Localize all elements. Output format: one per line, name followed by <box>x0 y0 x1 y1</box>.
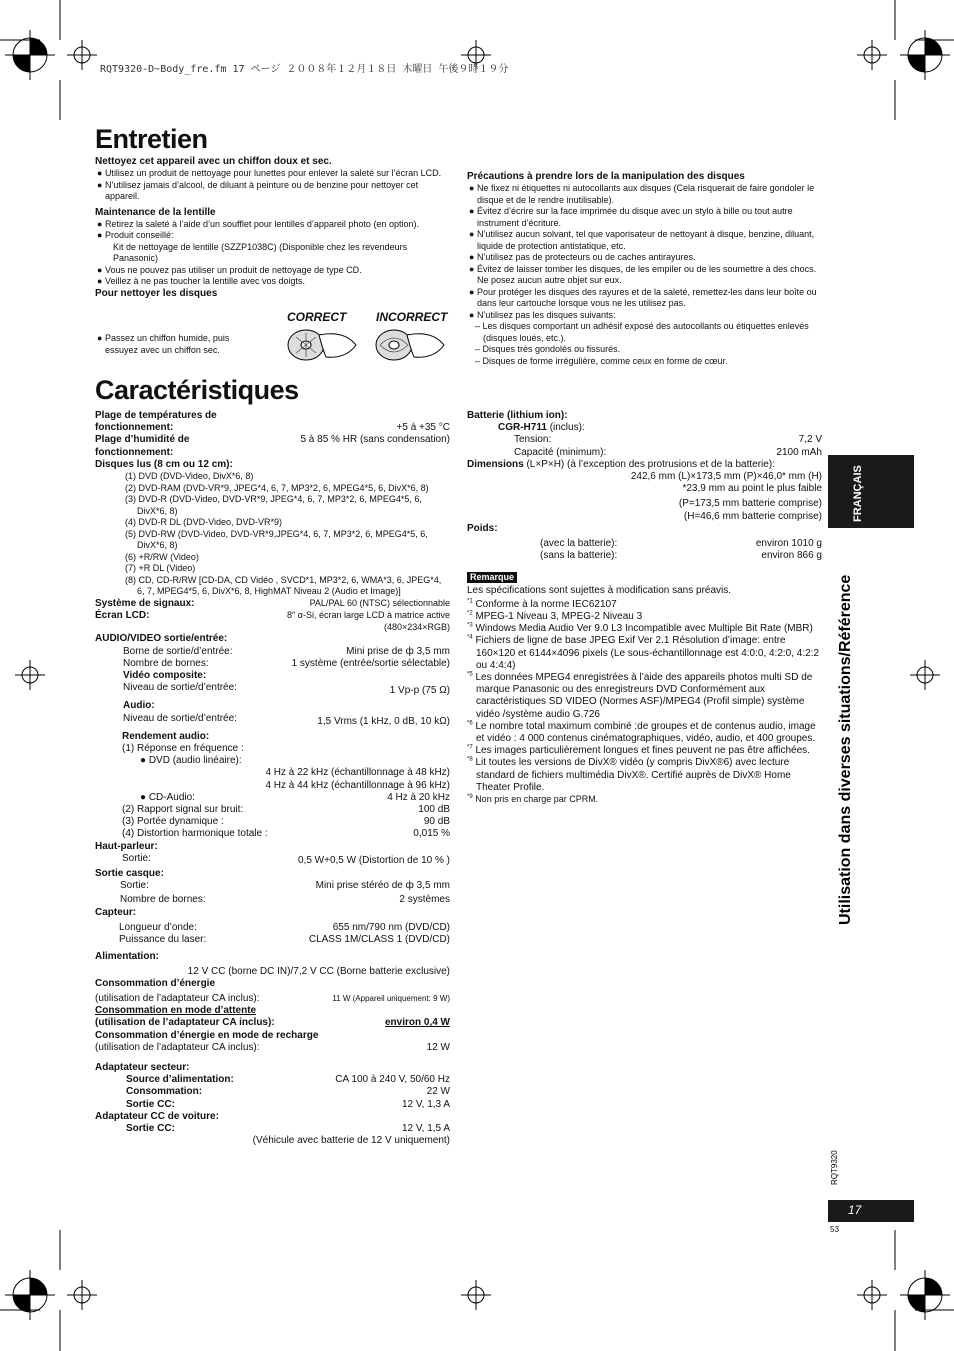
page-number: 17 <box>848 1203 862 1217</box>
disc-item: (3) DVD-R (DVD-Video, DVD-VR*9, JPEG*4, 6, 7, MP3*2, 6, MPEG4*5, 6, DivX*6, 8) <box>125 494 422 516</box>
car-row-value: 12 V, 1,5 A <box>401 1122 450 1134</box>
video-row-label: Niveau de sortie/d’entrée: <box>123 682 237 694</box>
av-row-value: Mini prise de ф 3,5 mm <box>346 645 450 657</box>
entretien-bullet-1: ● Utilisez un produit de nettoyage pour lunettes pour enlever la saleté sur l’écran LCD. <box>97 168 442 179</box>
file-header-line: RQT9320-D~Body_fre.fm 17 ページ ２００８年１２月１８日 木曜日 午後９時１９分 <box>100 64 509 75</box>
dimensions-h: (H=46,6 mm batterie comprise) <box>683 510 822 522</box>
temp-label: Plage de températures de fonctionnement: <box>95 410 217 434</box>
dvd-value: 4 Hz à 22 kHz (échantillonnage à 48 kHz) <box>265 767 450 779</box>
casque-row-value: 2 systèmes <box>399 894 450 906</box>
entretien-title: Entretien <box>95 124 208 154</box>
lens-bullet-2: ● Produit conseillé: <box>97 230 174 241</box>
capteur-row-value: CLASS 1M/CLASS 1 (DVD/CD) <box>308 934 450 946</box>
discs-clean-bullet: ● Passez un chiffon humide, puis essuyez avec un chiffon sec. <box>97 333 230 355</box>
adapt-row-value: 12 V, 1,3 A <box>401 1098 450 1110</box>
incorrect-disc-illustration <box>372 325 447 370</box>
lens-bullet-3: ● Vous ne pouvez pas utiliser un produit de nettoyage de type CD. <box>97 264 362 275</box>
attente-row-label: (utilisation de l’adaptateur CA inclus): <box>95 1017 275 1029</box>
battery-row-value: 2100 mAh <box>776 446 822 458</box>
car-row-label: Sortie CC: <box>126 1122 175 1134</box>
svg-text:FRANÇAIS: FRANÇAIS <box>852 465 864 522</box>
signal-label: Système de signaux: <box>95 597 195 609</box>
attente-label: Consommation en mode d’attente <box>95 1005 257 1017</box>
entretien-section <box>95 156 445 300</box>
precaution-dash: – Disques très gondolés ou fissurés. <box>475 344 621 355</box>
poids-row-label: (avec la batterie): <box>540 538 618 550</box>
lens-kit: Kit de nettoyage de lentille (SZZP1038C) (Disponible chez les revendeurs Panasonic) <box>113 241 408 264</box>
recharge-row-value: 12 W <box>426 1041 450 1053</box>
precautions-heading: Précautions à prendre lors de la manipulation des disques <box>467 171 745 182</box>
casque-row-value: Mini prise stéréo de ф 3,5 mm <box>315 880 450 892</box>
adapt-row-label: Consommation: <box>126 1086 203 1098</box>
attente-row-value: environ 0,4 W <box>384 1017 450 1029</box>
capteur-row-label: Longueur d’onde: <box>119 921 197 933</box>
battery-label: Batterie (lithium ion): <box>467 410 568 421</box>
footnote: $^{*7}$ Les images particulièrement longues et fines peuvent ne pas être affichées. <box>467 744 810 757</box>
adapt-label: Adaptateur secteur: <box>95 1061 190 1073</box>
footnote: $^{*1}$ Conforme à la norme IEC62107 <box>467 598 617 610</box>
disc-item: (2) DVD-RAM (DVD-VR*9, JPEG*4, 6, 7, MP3*2, 6, MPEG4*5, 6, DivX*6, 8) <box>125 482 429 493</box>
dvd-value: 4 Hz à 44 kHz (échantillonnage à 96 kHz) <box>265 779 450 791</box>
discs-clean-heading: Pour nettoyer les disques <box>95 287 218 299</box>
dimensions-p: (P=173,5 mm batterie comprise) <box>678 498 822 510</box>
car-note: (Véhicule avec batterie de 12 V uniquement) <box>252 1135 450 1147</box>
precaution-item: ● N’utilisez aucun solvant, tel que vaporisateur de nettoyant à disque, benzine, diluant, liquide de protection antistatique, etc. <box>469 229 815 251</box>
perf-value: 90 dB <box>423 816 450 828</box>
temp-value: +5 à +35 °C <box>396 422 450 434</box>
disc-item: (7) +R DL (Video) <box>125 563 196 574</box>
casque-label: Sortie casque: <box>95 868 164 880</box>
sub-page-number: 53 <box>830 1225 839 1234</box>
signal-value: PAL/PAL 60 (NTSC) sélectionnable <box>309 597 450 608</box>
car-adapter-label: Adaptateur CC de voiture: <box>95 1110 219 1122</box>
lens-bullet-1: ● Retirez la saleté à l’aide d’un soufflet pour lentilles d’appareil photo (en option). <box>97 218 419 229</box>
correct-disc-illustration <box>284 325 359 370</box>
adapt-row-label: Source d’alimentation: <box>126 1074 234 1086</box>
footnote: $^{*5}$ Les données MPEG4 enregistrées à l’aide des appareils photos multi SD de marque Panasonic ou des enregistreurs DVD Conformément aux caractéristiques SD VIDEO (Normes ASF)/MPEG4 (Profil simple) système vidéo /système audio G.726 <box>467 671 813 720</box>
disc-item: (8) CD, CD-R/RW [CD-DA, CD Vidéo , SVCD*1, MP3*2, 6, WMA*3, 6, JPEG*4, 6, 7, MPEG4*5, 6, DivX*6, 8, HighMAT Niveau 2 (Audio et Image)] <box>125 574 442 597</box>
cd-audio-value: 4 Hz à 20 kHz <box>387 791 450 803</box>
av-row-value: 1 système (entrée/sortie sélectable) <box>291 657 450 669</box>
poids-row-value: environ 866 g <box>761 550 822 562</box>
recharge-label: Consommation d’énergie en mode de recharge <box>95 1029 319 1041</box>
freq-label: (1) Réponse en fréquence : <box>122 743 244 755</box>
video-row-value: 1 Vp-p (75 Ω) <box>389 685 450 697</box>
rqt-code <box>828 1145 840 1187</box>
section-vertical-title <box>830 530 858 930</box>
disc-item: (5) DVD-RW (DVD-Video, DVD-VR*9,JPEG*4, 6, 7, MP3*2, 6, MPEG4*5, 6, DivX*6, 8) <box>125 528 428 551</box>
perf-value: 100 dB <box>418 804 450 816</box>
hp-row-label: Sortie: <box>122 852 151 864</box>
conso-label: Consommation d’énergie <box>95 977 216 989</box>
correct-label: CORRECT <box>287 310 347 324</box>
perf-label: (2) Rapport signal sur bruit: <box>122 804 244 816</box>
precaution-dash: – Les disques comportant un adhésif exposé des autocollants ou étiquettes enlevés (disques loués, etc.). <box>475 321 809 343</box>
precaution-item: ● N’utilisez pas les disques suivants: <box>469 309 616 320</box>
perf-label: (3) Portée dynamique : <box>122 816 224 828</box>
entretien-lead: Nettoyez cet appareil avec un chiffon doux et sec. <box>95 156 332 167</box>
capteur-label: Capteur: <box>95 906 137 918</box>
footnote: $^{*3}$ Windows Media Audio Ver 9.0 L3 Incompatible avec Multiple Bit Rate (MBR) <box>467 622 813 635</box>
humidity-value: 5 à 85 % HR (sans condensation) <box>300 434 450 446</box>
page-number-box <box>828 1200 914 1222</box>
footnote: $^{*9}$ Non pris en charge par CPRM. <box>467 794 599 805</box>
adapt-row-label: Sortie CC: <box>126 1098 175 1110</box>
capteur-row-value: 655 nm/790 nm (DVD/CD) <box>332 921 450 933</box>
footnote: $^{*4}$ Fichiers de ligne de base JPEG Exif Ver 2.1 Résolution d’image: entre 160×120 et 6144×4096 pixels (Le sous-échantillonnage est 4:0:0, 4:2:0, 4:2:2 ou 4:4:4) <box>467 635 820 671</box>
audio-row-label: Niveau de sortie/d’entrée: <box>123 712 237 724</box>
perf-value: 0,015 % <box>413 828 450 840</box>
poids-label: Poids: <box>467 522 498 534</box>
poids-row-label: (sans la batterie): <box>540 550 618 562</box>
conso-row-label: (utilisation de l’adaptateur CA inclus): <box>95 992 260 1004</box>
lcd-value-2: (480×234×RGB) <box>383 621 450 632</box>
battery-row-value: 7,2 V <box>798 434 822 446</box>
capteur-row-label: Puissance du laser: <box>119 934 207 946</box>
footnote: $^{*8}$ Lit toutes les versions de DivX® vidéo (y compris DivX®6) avec lecture standard de fichiers multimédia DivX®. Certifié auprès de DivX® Home Theater Profile. <box>467 757 791 793</box>
precautions-section <box>467 171 823 367</box>
notice-text: Les spécifications sont sujettes à modification sans préavis. <box>467 584 732 596</box>
adapt-row-value: CA 100 à 240 V, 50/60 Hz <box>335 1074 450 1086</box>
disc-item: (4) DVD-R DL (DVD-Video, DVD-VR*9) <box>125 517 283 528</box>
specs-left-column <box>95 410 450 1147</box>
adapt-row-value: 22 W <box>426 1086 450 1098</box>
precaution-item: ● Évitez d’écrire sur la face imprimée du disque avec un stylo à bille ou tout autre instrument d’écriture. <box>469 206 793 228</box>
precaution-item: ● N’utilisez pas de protecteurs ou de caches antirayures. <box>469 252 696 263</box>
rendement-label: Rendement audio: <box>122 730 210 742</box>
humidity-label: Plage d’humidité de fonctionnement: <box>95 434 190 458</box>
precaution-item: ● Évitez de laisser tomber les disques, de les empiler ou de les soumettre à des chocs. Ne posez aucun autre objet sur eux. <box>469 263 817 286</box>
precaution-item: ● Ne fixez ni étiquettes ni autocollants aux disques (Cela risquerait de faire gondoler le disque et de le rendre inutilisable). <box>469 183 815 205</box>
conso-row-value: 11 W (Appareil uniquement: 9 W) <box>332 993 450 1003</box>
battery-row-label: Capacité (minimum): <box>514 446 607 458</box>
footnotes <box>467 599 822 806</box>
alim-value: 12 V CC (borne DC IN)/7,2 V CC (Borne batterie exclusive) <box>187 965 450 977</box>
battery-model-line: CGR-H711 (inclus): <box>498 422 585 434</box>
av-row-label: Nombre de bornes: <box>123 657 209 669</box>
language-tab-label <box>850 464 864 522</box>
casque-row-label: Sortie: <box>120 880 149 892</box>
av-row-label: Borne de sortie/d’entrée: <box>123 645 233 657</box>
entretien-bullet-2: ● N’utilisez jamais d’alcool, de diluant à peinture ou de benzine pour nettoyer cet appareil. <box>97 179 419 202</box>
av-label: AUDIO/VIDEO sortie/entrée: <box>95 633 228 645</box>
lcd-label: Écran LCD: <box>95 609 150 621</box>
lcd-value: 8″ α-Si, écran large LCD à matrice active <box>287 609 450 620</box>
caracteristiques-title: Caractéristiques <box>95 375 299 405</box>
discs-label: Disques lus (8 cm ou 12 cm): <box>95 458 233 470</box>
poids-row-value: environ 1010 g <box>755 538 822 550</box>
lens-bullet-4: ● Veillez à ne pas toucher la lentille avec vos doigts. <box>97 276 306 287</box>
specs-right-column <box>467 410 822 806</box>
remarque-badge: Remarque <box>467 572 517 583</box>
footnote: $^{*2}$ MPEG-1 Niveau 3, MPEG-2 Niveau 3 <box>467 610 643 623</box>
precaution-dash: – Disques de forme irrégulière, comme ceux en forme de cœur. <box>475 355 728 366</box>
casque-row-label: Nombre de bornes: <box>120 894 206 906</box>
incorrect-label: INCORRECT <box>376 310 448 324</box>
hp-row-value: 0,5 W+0,5 W (Distortion de 10 % ) <box>297 854 450 866</box>
dimensions-line: Dimensions (L×P×H) (à l’exception des protrusions et de la batterie): <box>467 458 775 470</box>
language-tab <box>828 455 914 528</box>
audio-label: Audio: <box>123 700 155 712</box>
video-composite-label: Vidéo composite: <box>123 670 207 682</box>
dimensions-note: *23,9 mm au point le plus faible <box>682 483 822 495</box>
alim-label: Alimentation: <box>95 951 159 963</box>
disc-item: (1) DVD (DVD-Video, DivX*6, 8) <box>125 471 254 482</box>
precaution-item: ● Pour protéger les disques des rayures et de la saleté, remettez-les dans leur boîte ou dans leur cartouche lorsque vous ne les utilisez pas. <box>469 286 817 309</box>
dimensions-value: 242,6 mm (L)×173,5 mm (P)×46,0* mm (H) <box>630 471 822 483</box>
disc-item: (6) +R/RW (Video) <box>125 551 199 562</box>
audio-row-value: 1,5 Vrms (1 kHz, 0 dB, 10 kΩ) <box>317 715 450 727</box>
perf-label: (4) Distortion harmonique totale : <box>122 828 268 840</box>
hp-label: Haut-parleur: <box>95 840 158 852</box>
footnote: $^{*6}$ Le nombre total maximum combiné :de groupes et de contenus audio, image et vidéo : 4 000 contenus cinématographiques, vidéo, audio, et 400 groupes. <box>467 720 816 745</box>
svg-text:RQT9320: RQT9320 <box>830 1150 839 1185</box>
battery-row-label: Tension: <box>514 434 552 446</box>
cd-audio-label: ● CD-Audio: <box>140 791 195 803</box>
lens-heading: Maintenance de la lentille <box>95 206 216 218</box>
dvd-linear-label: ● DVD (audio linéaire): <box>140 755 242 767</box>
recharge-row-label: (utilisation de l’adaptateur CA inclus): <box>95 1041 260 1053</box>
svg-text:Utilisation dans diverses situ: Utilisation dans diverses situations/Référence <box>837 574 854 925</box>
